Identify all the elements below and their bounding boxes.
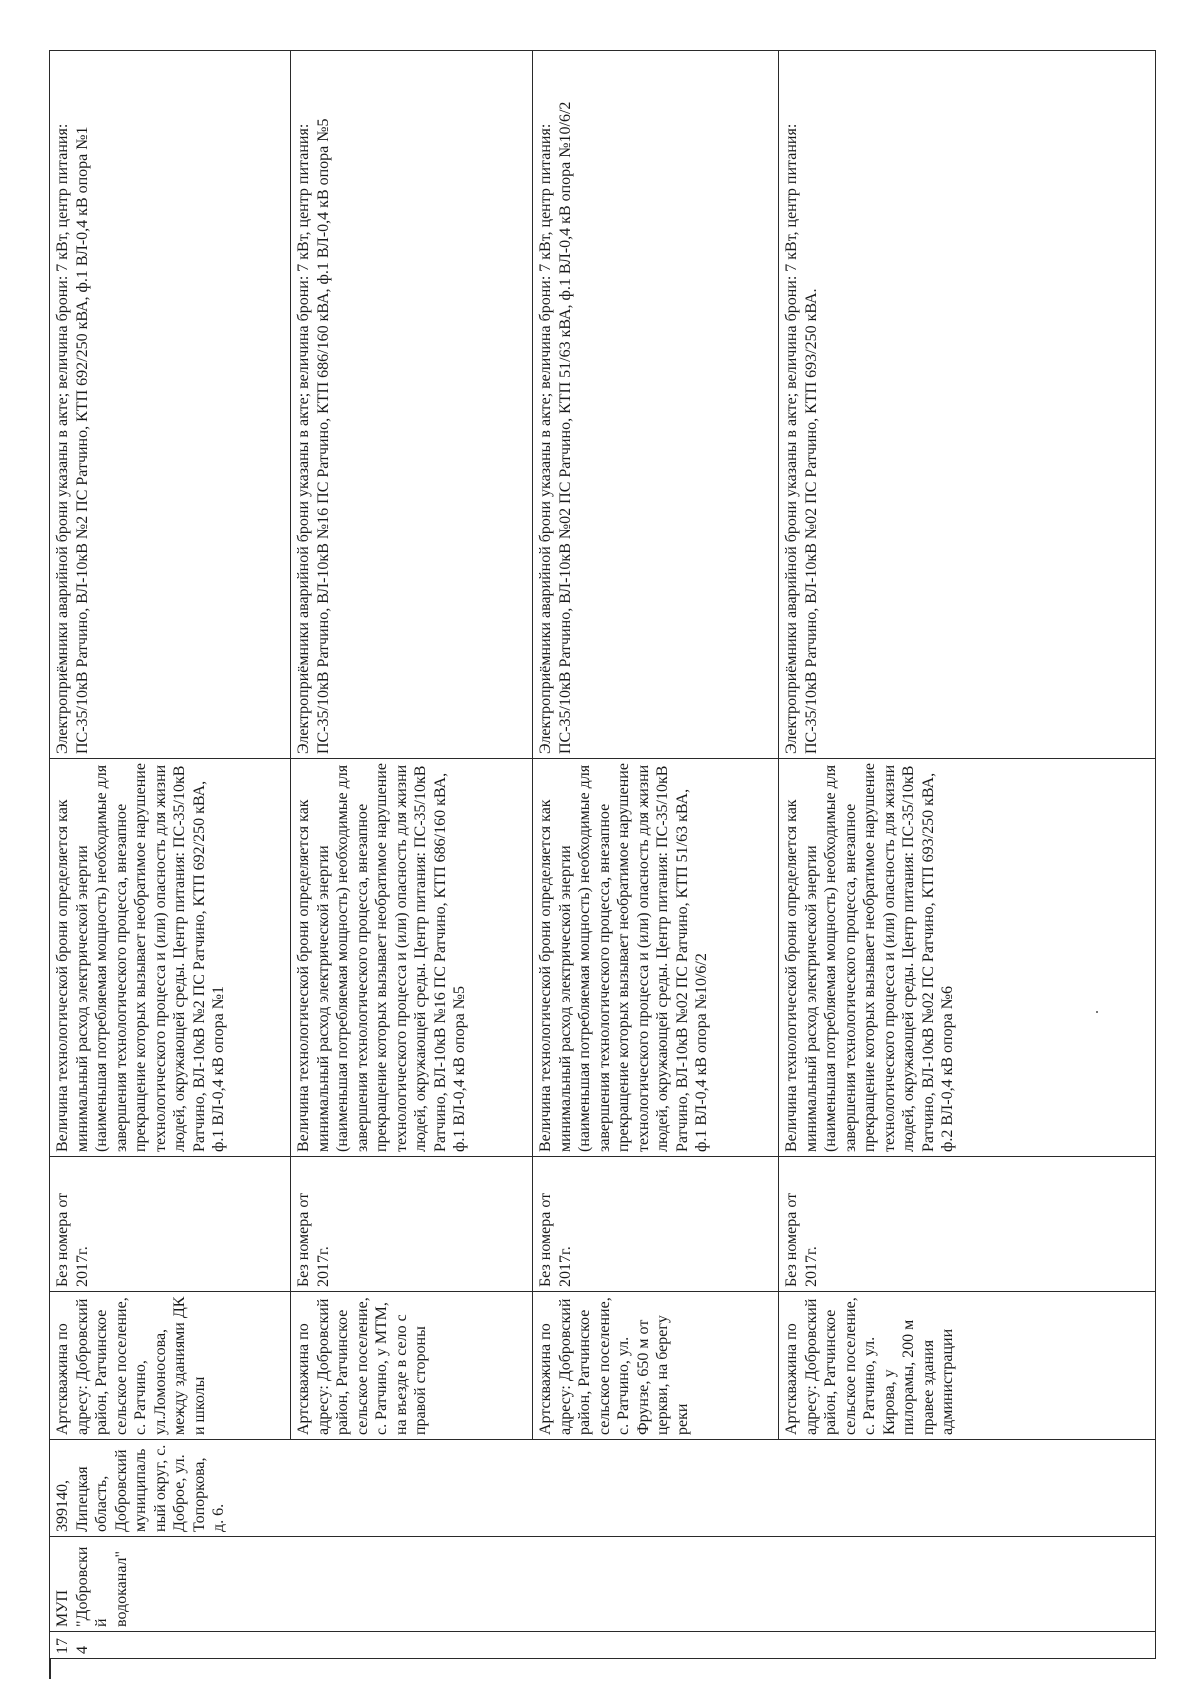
- scan-speck: [1096, 1011, 1098, 1013]
- organization-cell: МУП "Добровский водоканал": [50, 1537, 1156, 1632]
- technological-reserve-cell: Величина технологической брони определяется как минимальный расход электрической энергии (наименьшая потребляемая мощность) необходимые для завершения технологического процесса, внезапное прекращение которых вызывает необратимое нарушение технологического процесса и (или) опасность для жизни людей, окружающей среды. Центр питания: ПС-35/10кВ Ратчино, ВЛ-10кВ №02 ПС Ратчино, КТП 693/250 кВА, ф.2 ВЛ-0,4 кВ опора №6: [779, 759, 1156, 1157]
- technological-reserve-cell: Величина технологической брони определяется как минимальный расход электрической энергии (наименьшая потребляемая мощность) необходимые для завершения технологического процесса, внезапное прекращение которых вызывает необратимое нарушение технологического процесса и (или) опасность для жизни людей, окружающей среды. Центр питания: ПС-35/10кВ Ратчино, ВЛ-10кВ №02 ПС Ратчино, КТП 51/63 кВА, ф.1 ВЛ-0,4 кВ опора №10/6/2: [533, 759, 779, 1157]
- technological-reserve-cell: Величина технологической брони определяется как минимальный расход электрической энергии (наименьшая потребляемая мощность) необходимые для завершения технологического процесса, внезапное прекращение которых вызывает необратимое нарушение технологического процесса и (или) опасность для жизни людей, окружающей среды. Центр питания: ПС-35/10кВ Ратчино, ВЛ-10кВ №16 ПС Ратчино, КТП 686/160 кВА, ф.1 ВЛ-0,4 кВ опора №5: [291, 759, 533, 1157]
- act-cell: Без номера от 2017г.: [779, 1157, 1156, 1292]
- row-number-cell: 174: [50, 1632, 1156, 1659]
- act-cell: Без номера от 2017г.: [291, 1157, 533, 1292]
- object-address-cell: Артскважина по адресу: Добровский район, Ратчинское сельское поселение, с. Ратчино, ул.Ломоносова, между зданиями ДК и школы: [50, 1292, 291, 1440]
- object-address-cell: Артскважина по адресу: Добровский район, Ратчинское сельское поселение, с. Ратчино, у МТМ, на въезде в село с правой стороны: [291, 1292, 533, 1440]
- act-cell: Без номера от 2017г.: [50, 1157, 291, 1292]
- table-row: [533, 51, 779, 1659]
- object-address-cell: Артскважина по адресу: Добровский район, Ратчинское сельское поселение, с. Ратчино, ул. Фрунзе, 650 м от церкви, на берегу реки: [533, 1292, 779, 1440]
- rotated-table-container: [49, 51, 1155, 1659]
- power-reserve-table: [49, 51, 1156, 1660]
- technological-reserve-cell: Величина технологической брони определяется как минимальный расход электрической энергии (наименьшая потребляемая мощность) необходимые для завершения технологического процесса, внезапное прекращение которых вызывает необратимое нарушение технологического процесса и (или) опасность для жизни людей, окружающей среды. Центр питания: ПС-35/10кВ Ратчино, ВЛ-10кВ №2 ПС Ратчино, КТП 692/250 кВА, ф.1 ВЛ-0,4 кВ опора №1: [50, 759, 291, 1157]
- emergency-reserve-cell: Электроприёмники аварийной брони указаны в акте; величина брони: 7 кВт, центр питания: ПС-35/10кВ Ратчино, ВЛ-10кВ №02 ПС Ратчино, КТП 51/63 кВА, ф.1 ВЛ-0,4 кВ опора №10/6/2: [533, 51, 779, 759]
- legal-address-cell: 399140, Липецкая область, Добровский муниципальный округ, с. Доброе, ул. Топоркова, д. 6.: [50, 1440, 1156, 1537]
- emergency-reserve-cell: Электроприёмники аварийной брони указаны в акте; величина брони: 7 кВт, центр питания: ПС-35/10кВ Ратчино, ВЛ-10кВ №16 ПС Ратчино, КТП 686/160 кВА, ф.1 ВЛ-0,4 кВ опора №5: [291, 51, 533, 759]
- table-edge-line: [49, 1659, 51, 1679]
- table-row: [291, 51, 533, 1659]
- table-row: [50, 51, 291, 1659]
- table-row: [779, 51, 1156, 1659]
- emergency-reserve-cell: Электроприёмники аварийной брони указаны в акте; величина брони: 7 кВт, центр питания: ПС-35/10кВ Ратчино, ВЛ-10кВ №02 ПС Ратчино, КТП 693/250 кВА.: [779, 51, 1156, 759]
- emergency-reserve-cell: Электроприёмники аварийной брони указаны в акте; величина брони: 7 кВт, центр питания: ПС-35/10кВ Ратчино, ВЛ-10кВ №2 ПС Ратчино, КТП 692/250 кВА, ф.1 ВЛ-0,4 кВ опора №1: [50, 51, 291, 759]
- act-cell: Без номера от 2017г.: [533, 1157, 779, 1292]
- object-address-cell: Артскважина по адресу: Добровский район, Ратчинское сельское поселение, с. Ратчино, ул. Кирова, у пилорамы, 200 м правее здания администрации: [779, 1292, 1156, 1440]
